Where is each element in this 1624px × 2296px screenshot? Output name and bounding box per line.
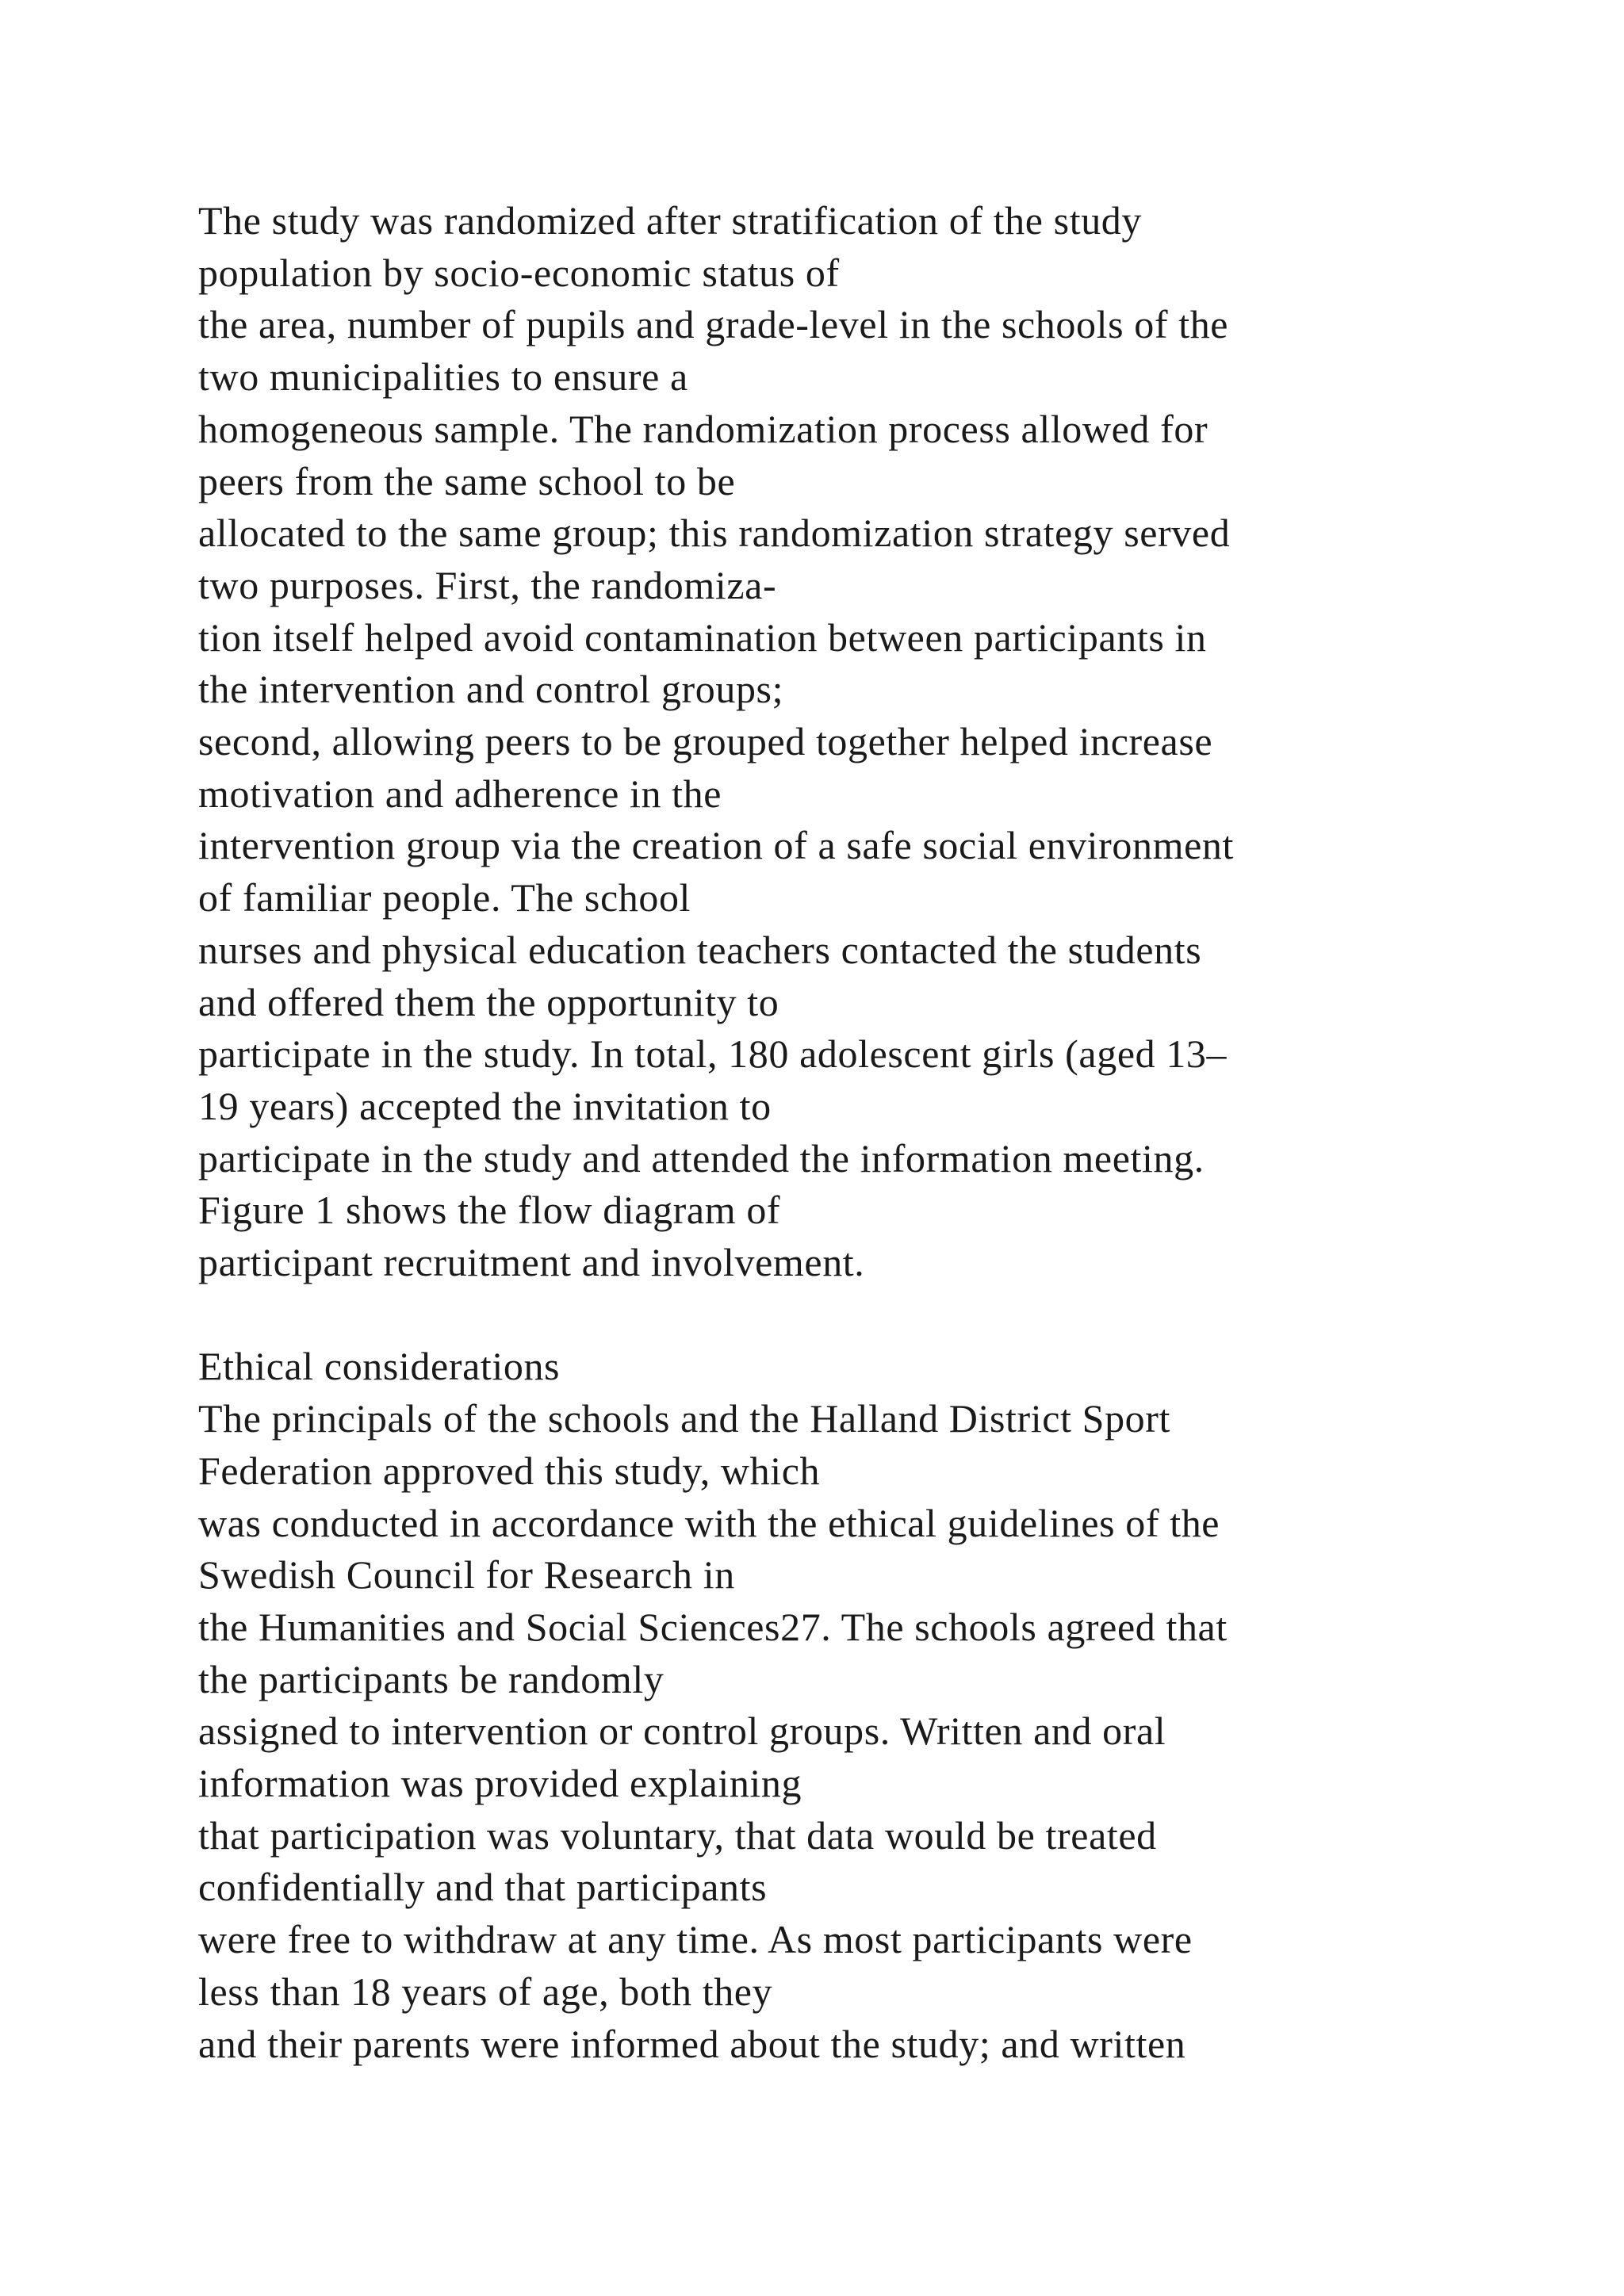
- text-line: less than 18 years of age, both they: [198, 1969, 773, 2014]
- text-line: was conducted in accordance with the ethical guidelines of the: [198, 1500, 1220, 1545]
- text-line: The principals of the schools and the Halland District Sport: [198, 1396, 1171, 1441]
- text-line: and their parents were informed about the study; and written: [198, 2021, 1186, 2066]
- text-line: two purposes. First, the randomiza-: [198, 562, 777, 607]
- text-line: confidentially and that participants: [198, 1865, 768, 1910]
- text-line: Swedish Council for Research in: [198, 1552, 735, 1598]
- text-line: homogeneous sample. The randomization process allowed for: [198, 406, 1208, 451]
- text-line: information was provided explaining: [198, 1761, 802, 1806]
- document-page: [198, 195, 1435, 2070]
- paragraph-gap: [198, 1289, 1435, 1341]
- text-line: allocated to the same group; this randomization strategy served: [198, 511, 1231, 556]
- text-line: two municipalities to ensure a: [198, 354, 688, 400]
- text-line: nurses and physical education teachers contacted the students: [198, 927, 1202, 972]
- text-line: that participation was voluntary, that data would be treated: [198, 1812, 1157, 1858]
- text-line: tion itself helped avoid contamination between participants in: [198, 614, 1207, 660]
- text-line: second, allowing peers to be grouped together helped increase: [198, 719, 1213, 764]
- text-line: the Humanities and Social Sciences27. The schools agreed that: [198, 1604, 1228, 1649]
- text-line: The study was randomized after stratification of the study: [198, 198, 1142, 243]
- text-line: 19 years) accepted the invitation to: [198, 1083, 772, 1128]
- text-line: peers from the same school to be: [198, 458, 736, 503]
- text-line: participant recruitment and involvement.: [198, 1240, 865, 1285]
- text-line: the intervention and control groups;: [198, 667, 784, 712]
- text-line: participate in the study and attended the information meeting.: [198, 1135, 1205, 1181]
- text-line: intervention group via the creation of a safe social environment: [198, 823, 1235, 868]
- text-line: and offered them the opportunity to: [198, 979, 779, 1024]
- text-line: population by socio-economic status of: [198, 250, 840, 295]
- text-line: assigned to intervention or control groups. Written and oral: [198, 1709, 1166, 1754]
- text-line: of familiar people. The school: [198, 875, 691, 920]
- text-line: the participants be randomly: [198, 1656, 665, 1701]
- text-line: participate in the study. In total, 180 adolescent girls (aged 13–: [198, 1031, 1228, 1077]
- text-line: Figure 1 shows the flow diagram of: [198, 1188, 781, 1233]
- text-line: were free to withdraw at any time. As most participants were: [198, 1917, 1193, 1962]
- text-line: motivation and adherence in the: [198, 771, 722, 816]
- section-heading: Ethical considerations: [198, 1344, 561, 1389]
- text-line: Federation approved this study, which: [198, 1448, 821, 1493]
- text-line: the area, number of pupils and grade-level in the schools of the: [198, 302, 1229, 347]
